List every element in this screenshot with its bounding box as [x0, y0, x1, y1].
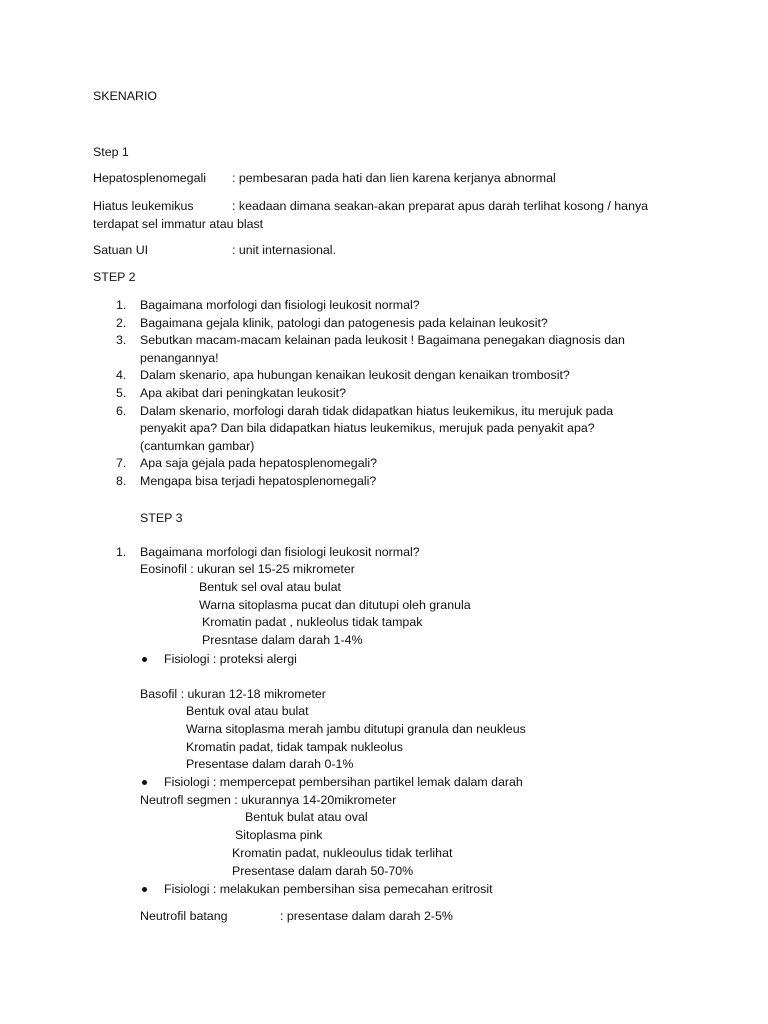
neutrofil-segmen-heading: Neutrofl segmen : ukurannya 14-20mikrometer: [140, 793, 397, 807]
term-label: Hiatus leukemikus: [93, 199, 194, 213]
list-text: Bagaimana morfologi dan fisiologi leukosit normal?: [140, 545, 420, 559]
bullet-icon: [142, 657, 147, 662]
list-number: 1.: [116, 545, 127, 559]
list-text: Apa saja gejala pada hepatosplenomegali?: [140, 456, 377, 471]
list-number: 5.: [116, 386, 127, 400]
list-number: 2.: [116, 315, 127, 330]
term-definition-continued: terdapat sel immatur atau blast: [93, 217, 264, 231]
term-label: Satuan UI: [93, 243, 149, 257]
basofil-detail: Warna sitoplasma merah jambu ditutupi granula dan neukleus: [186, 722, 526, 736]
bullet-icon: [142, 780, 147, 785]
list-text: Dalam skenario, morfologi darah tidak didapatkan hiatus leukemikus, itu merujuk pada: [140, 403, 614, 418]
list-text: (cantumkan gambar): [140, 438, 255, 453]
basofil-detail: Bentuk oval atau bulat: [186, 704, 309, 718]
list-text: Sebutkan macam-macam kelainan pada leukosit ! Bagaimana penegakan diagnosis dan: [140, 333, 625, 348]
eosinofil-detail: Kromatin padat , nukleolus tidak tampak: [202, 615, 423, 629]
list-text: penyakit apa? Dan bila didapatkan hiatus leukemikus, merujuk pada penyakit apa?: [140, 421, 595, 436]
neutrofil-batang-label: Neutrofil batang: [140, 909, 228, 923]
list-text: Apa akibat dari peningkatan leukosit?: [140, 386, 346, 400]
basofil-detail: Presentase dalam darah 0-1%: [186, 757, 354, 771]
document-title: SKENARIO: [93, 89, 158, 103]
list-text: Mengapa bisa terjadi hepatosplenomegali?: [140, 474, 377, 488]
neutrofil-segmen-detail: Kromatin padat, nukleoulus tidak terlihat: [232, 846, 453, 860]
neutrofil-segmen-fisiologi: Fisiologi : melakukan pembersihan sisa pemecahan eritrosit: [164, 882, 493, 896]
list-text: penangannya!: [140, 350, 219, 365]
eosinofil-fisiologi: Fisiologi : proteksi alergi: [164, 652, 297, 666]
neutrofil-segmen-detail: Bentuk bulat atau oval: [245, 810, 368, 824]
list-number: 4.: [116, 368, 127, 383]
term-label: Hepatosplenomegali: [93, 171, 206, 185]
neutrofil-segmen-detail: Sitoplasma pink: [235, 828, 323, 842]
basofil-detail: Kromatin padat, tidak tampak nukleolus: [186, 740, 403, 754]
list-text: Bagaimana morfologi dan fisiologi leukosit normal?: [140, 298, 420, 312]
eosinofil-detail: Presntase dalam darah 1-4%: [202, 633, 363, 647]
list-number: 7.: [116, 456, 127, 471]
list-text: Bagaimana gejala klinik, patologi dan patogenesis pada kelainan leukosit?: [140, 315, 548, 330]
step2-heading: STEP 2: [93, 270, 136, 284]
eosinofil-heading: Eosinofil : ukuran sel 15-25 mikrometer: [140, 562, 355, 576]
basofil-heading: Basofil : ukuran 12-18 mikrometer: [140, 687, 326, 701]
neutrofil-segmen-detail: Presentase dalam darah 50-70%: [232, 864, 414, 878]
eosinofil-detail: Warna sitoplasma pucat dan ditutupi oleh granula: [199, 598, 471, 612]
list-number: 8.: [116, 474, 127, 488]
eosinofil-detail: Bentuk sel oval atau bulat: [199, 580, 341, 594]
step1-heading: Step 1: [93, 145, 129, 159]
list-number: 3.: [116, 333, 127, 348]
list-number: 1.: [116, 298, 127, 312]
neutrofil-batang-definition: : presentase dalam darah 2-5%: [280, 909, 453, 923]
basofil-fisiologi: Fisiologi : mempercepat pembersihan partikel lemak dalam darah: [164, 775, 523, 789]
term-definition: : keadaan dimana seakan-akan preparat apus darah terlihat kosong / hanya: [232, 199, 649, 213]
term-definition: : pembesaran pada hati dan lien karena kerjanya abnormal: [232, 171, 556, 185]
term-definition: : unit internasional.: [232, 243, 337, 257]
list-text: Dalam skenario, apa hubungan kenaikan leukosit dengan kenaikan trombosit?: [140, 368, 570, 383]
list-number: 6.: [116, 403, 127, 418]
bullet-icon: [142, 887, 147, 892]
step3-heading: STEP 3: [140, 511, 183, 525]
